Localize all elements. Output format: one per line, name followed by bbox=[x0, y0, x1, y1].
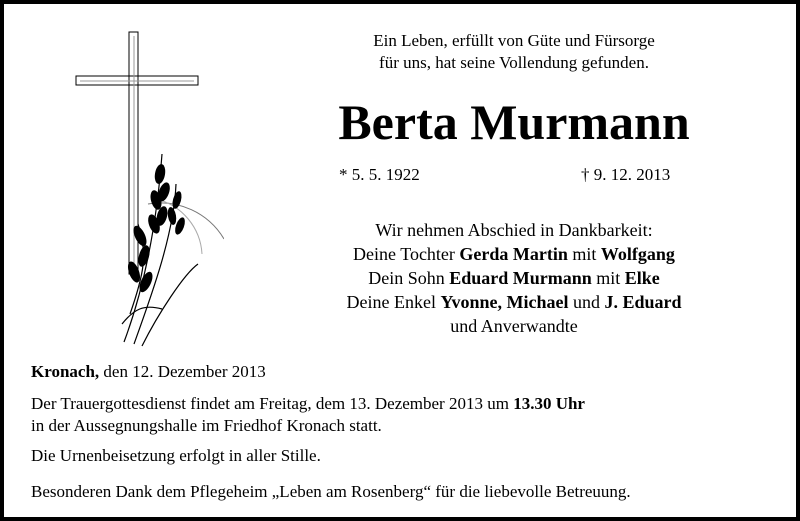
place-and-date: Kronach, den 12. Dezember 2013 bbox=[31, 362, 266, 381]
mourner-grandchildren: Deine Enkel Yvonne, Michael und J. Eduard bbox=[346, 292, 682, 312]
deceased-name: Berta Murmann bbox=[338, 94, 690, 150]
birth-date: * 5. 5. 1922 bbox=[339, 165, 420, 184]
thanks-note: Besonderen Dank dem Pflegeheim „Leben am Rosenberg“ für die liebevolle Betreuung. bbox=[31, 482, 631, 501]
urn-burial-info: Die Urnenbeisetzung erfolgt in aller Stille. bbox=[31, 446, 321, 465]
mourners bbox=[294, 218, 734, 338]
mourner-son: Dein Sohn Eduard Murmann mit Elke bbox=[368, 268, 660, 288]
motto-line-2: für uns, hat seine Vollendung gefunden. bbox=[379, 53, 649, 72]
funeral-service-info: Der Trauergottesdienst findet am Freitag, dem 13. Dezember 2013 um 13.30 Uhr in der Aussegnungshalle im Friedhof Kronach statt. bbox=[31, 394, 585, 435]
mourner-relatives: und Anverwandte bbox=[450, 316, 578, 336]
notice-footer bbox=[31, 361, 771, 503]
motto-line-1: Ein Leben, erfüllt von Güte und Fürsorge bbox=[373, 31, 655, 50]
cross-and-wheat-illustration bbox=[64, 24, 224, 354]
obituary-notice bbox=[4, 4, 796, 517]
motto bbox=[304, 30, 724, 74]
death-date: † 9. 12. 2013 bbox=[581, 165, 671, 184]
mourner-daughter: Deine Tochter Gerda Martin mit Wolfgang bbox=[353, 244, 675, 264]
farewell-intro: Wir nehmen Abschied in Dankbarkeit: bbox=[375, 220, 653, 240]
